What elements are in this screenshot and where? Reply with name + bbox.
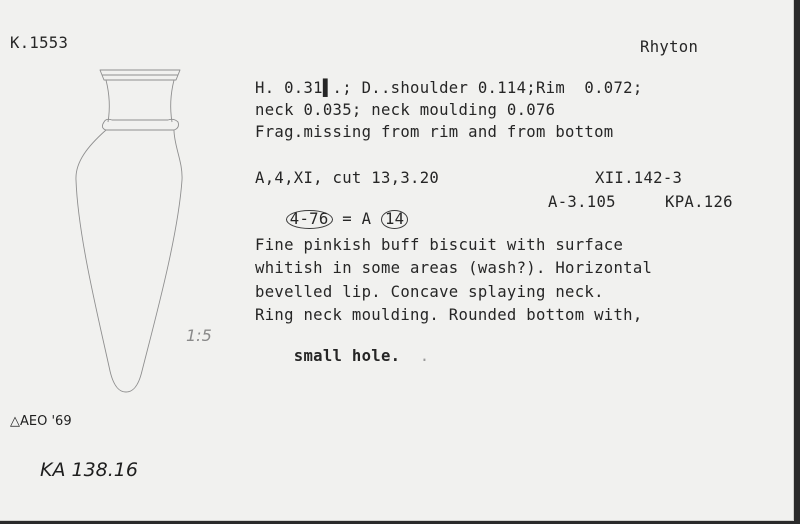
- dimensions-line-1: H. 0.31▌.; D..shoulder 0.114;Rim 0.072;: [255, 79, 643, 97]
- photo-reference: A-3.105: [548, 193, 616, 211]
- circled-code: 4-76: [286, 210, 333, 229]
- description-line-1: Fine pinkish buff biscuit with surface: [255, 236, 624, 254]
- kpa-reference: KPA.126: [665, 193, 733, 211]
- vessel-drawing: [70, 66, 190, 398]
- handwritten-reference: KA 138.16: [40, 459, 138, 481]
- circled-number: 14: [381, 210, 408, 229]
- find-reference: A,4,XI, cut 13,3.20: [255, 169, 440, 187]
- description-trailing: .: [400, 347, 430, 365]
- description-line-3: bevelled lip. Concave splaying neck.: [255, 283, 604, 301]
- equals-text: = A: [332, 210, 381, 228]
- description-line-2: whitish in some areas (wash?). Horizontal: [255, 259, 653, 277]
- object-type: Rhyton: [640, 38, 699, 56]
- drawer-initials: △AEO '69: [10, 414, 72, 429]
- condition-note: Frag.missing from rim and from bottom: [255, 123, 614, 141]
- scale-annotation: 1:5: [186, 326, 212, 345]
- description-line-4: Ring neck moulding. Rounded bottom with,: [255, 306, 643, 324]
- dimensions-line-2: neck 0.035; neck moulding 0.076: [255, 101, 556, 119]
- catalog-number: K.1553: [10, 34, 69, 52]
- catalog-reference: XII.142-3: [595, 169, 683, 187]
- description-line-5: [255, 329, 429, 383]
- description-last-text: small hole.: [293, 347, 401, 365]
